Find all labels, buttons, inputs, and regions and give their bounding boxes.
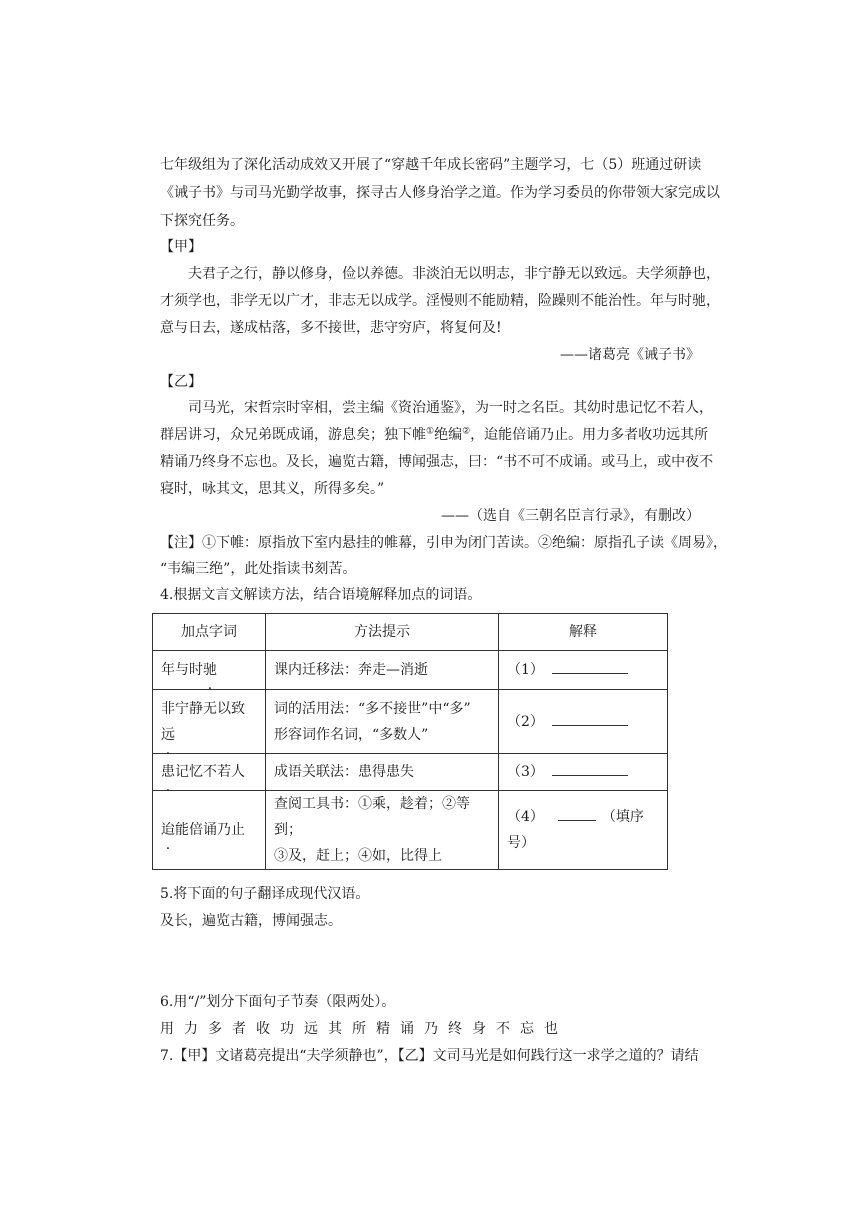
yi-p2-c: ，迨能倍诵乃止。用力多者收功远其所	[470, 427, 709, 443]
header-word: 加点字词	[153, 614, 266, 651]
table-row	[153, 791, 668, 870]
hint-line: 查阅工具书：①乘，趁着；②等到；	[274, 796, 470, 838]
hint-line: 词的活用法：“多不接世”中“多”	[274, 700, 471, 717]
answer-blank[interactable]	[552, 761, 628, 776]
header-hint: 方法提示	[266, 614, 499, 651]
jia-paragraph-line-3: 意与日去，遂成枯落，多不接世，悲守穷庐，将复何及!	[160, 320, 502, 336]
jia-label: 【甲】	[160, 239, 202, 255]
header-answer: 解释	[499, 614, 668, 651]
answer-number: （1）	[507, 662, 544, 678]
answer-blank[interactable]	[552, 659, 628, 674]
yi-paragraph-line-3: 精诵乃终身不忘也。及长，遍览古籍，博闻强志，曰：“书不可不成诵。或马上，或中夜不	[160, 454, 714, 470]
yi-source: ——（选自《三朝名臣言行录》，有删改）	[441, 508, 700, 524]
row-answer	[499, 754, 668, 791]
dotted-char: 驰	[203, 662, 217, 678]
q5-title: 5.将下面的句子翻译成现代汉语。	[160, 886, 370, 902]
answer-blank[interactable]	[558, 806, 596, 821]
answer-number: （4）	[507, 809, 544, 825]
note-line-2: “韦编三绝”，此处指读书刻苦。	[160, 561, 357, 577]
row-hint: 成语关联法：患得患失	[266, 754, 499, 791]
answer-blank[interactable]	[552, 711, 628, 726]
yi-p2-b: 绝编	[434, 427, 463, 443]
q6-sentence: 用力多者收功远其所精诵乃终身不忘也	[160, 1021, 568, 1037]
row-hint: 课内迁移法：奔走—消逝	[266, 651, 499, 690]
yi-paragraph-line-4: 寝时，咏其文，思其义，所得多矣。”	[160, 481, 385, 497]
yi-label: 【乙】	[160, 374, 202, 390]
table-row	[153, 651, 668, 690]
intro-line-2: 《诫子书》与司马光勤学故事，探寻古人修身治学之道。作为学习委员的你带领大家完成以	[160, 185, 720, 201]
dotted-char: 患	[161, 764, 175, 780]
row-answer	[499, 690, 668, 754]
answer-suffix: （填序号）	[507, 809, 644, 851]
dotted-char: 迨	[161, 822, 175, 838]
yi-p2-a: 群居讲习，众兄弟既成诵，游息矣；独下帷	[160, 427, 426, 443]
table-row	[153, 754, 668, 791]
hint-line: ③及，赶上；④如，比得上	[274, 848, 442, 864]
row-hint	[266, 690, 499, 754]
jia-paragraph-line-1: 夫君子之行，静以修身，俭以养德。非淡泊无以明志，非宁静无以致远。夫学须静也，	[188, 266, 720, 282]
footnote-1-marker: ①	[426, 426, 435, 437]
row-hint	[266, 791, 499, 870]
row-word: 非宁静无以致远	[153, 690, 266, 754]
q4-title: 4.根据文言文解读方法，结合语境解释加点的词语。	[160, 587, 482, 603]
row-answer	[499, 651, 668, 690]
answer-number: （3）	[507, 764, 544, 780]
row-word: 迨能倍诵乃止	[153, 791, 266, 870]
q5-sentence: 及长，遍览古籍，博闻强志。	[160, 913, 342, 929]
q4-table	[152, 613, 668, 870]
intro-line-3: 下探究任务。	[160, 213, 244, 229]
jia-paragraph-line-2: 才须学也，非学无以广才，非志无以成学。淫慢则不能励精，险躁则不能治性。年与时驰，	[160, 293, 720, 309]
row-word: 年与时驰	[153, 651, 266, 690]
dotted-char: 远	[161, 726, 175, 743]
note-line-1: 【注】①下帷：原指放下室内悬挂的帷幕，引申为闭门苦读。②绝编：原指孔子读《周易》，	[160, 535, 727, 551]
row-answer	[499, 791, 668, 870]
hint-line: 形容词作名词，“多数人”	[274, 726, 429, 743]
intro-line-1: 七年级组为了深化活动成效又开展了“穿越千年成长密码”主题学习，七（5）班通过研读	[160, 157, 702, 173]
answer-number: （2）	[507, 713, 544, 730]
jia-source: ——诸葛亮《诫子书》	[560, 347, 700, 363]
row-word: 患记忆不若人	[153, 754, 266, 791]
yi-paragraph-line-2	[160, 425, 708, 445]
footnote-2-marker: ②	[462, 426, 471, 437]
table-header-row	[153, 614, 668, 651]
yi-paragraph-line-1: 司马光，宋哲宗时宰相，尝主编《资治通鉴》，为一时之名臣。其幼时患记忆不若人，	[188, 400, 713, 416]
q6-title: 6.用“/”划分下面句子节奏（限两处）。	[160, 994, 396, 1010]
q7-line-1: 7.【甲】文诸葛亮提出“夫学须静也”，【乙】文司马光是如何践行这一求学之道的？请结	[160, 1048, 699, 1064]
table-row	[153, 690, 668, 754]
